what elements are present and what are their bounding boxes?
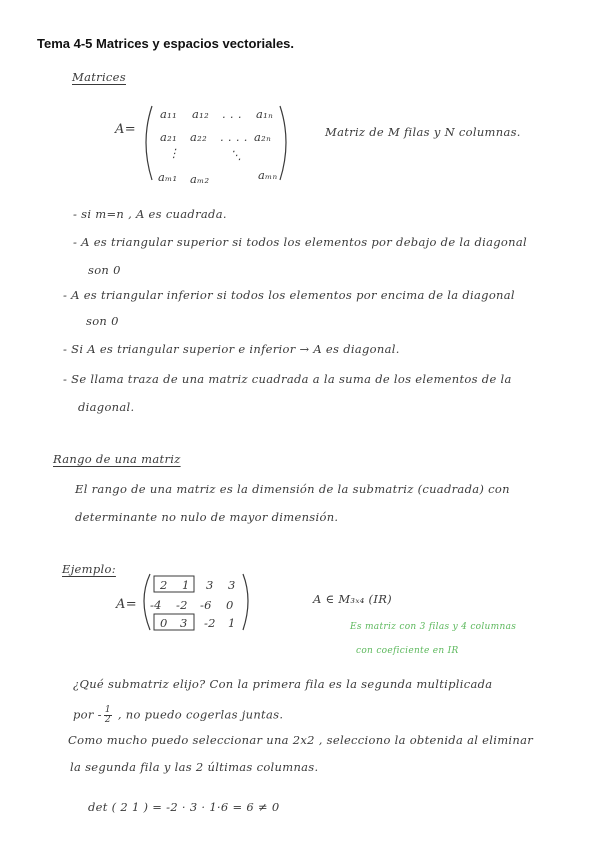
fraction-suffix: , no puedo cogerlas juntas. [117, 707, 284, 722]
bullet-upper-triangular-cont: son 0 [88, 263, 121, 277]
green-note-1: Es matriz con 3 filas y 4 columnas [350, 622, 517, 632]
bullet-square: - si m=n , A es cuadrada. [73, 207, 227, 221]
fraction-sign: - [97, 707, 102, 722]
matrix-left-bracket [146, 106, 152, 180]
fraction-prefix: por [73, 707, 94, 722]
question-line: ¿Qué submatriz elijo? Con la primera fila es la segunda multiplicada [73, 677, 493, 691]
ex-cell-r3c4: 1 [228, 616, 236, 630]
bullet-diagonal: - Si A es triangular superior e inferior → A es diagonal. [63, 342, 400, 356]
first-row-box [154, 576, 194, 592]
bullet-upper-triangular: - A es triangular superior si todos los elementos por debajo de la diagonal [73, 235, 527, 249]
example-right-bracket [243, 574, 248, 630]
ex-cell-r1c4: 3 [228, 578, 236, 592]
ex-cell-r3c3: -2 [204, 616, 216, 630]
determinant-line: det ( 2 1 ) = -2 · 3 · 1·6 = 6 ≠ 0 [88, 800, 280, 814]
matrix-a-label: A= [115, 122, 136, 137]
example-matrix-label: A= [116, 597, 137, 612]
rango-line-1: El rango de una matriz es la dimensión de la submatriz (cuadrada) con [75, 482, 510, 496]
ex-cell-r1c2: 1 [182, 578, 190, 592]
bullet-trace-cont: diagonal. [78, 400, 135, 414]
cell-a2n: a₂ₙ [254, 130, 272, 144]
cell-a1n: a₁ₙ [256, 107, 274, 121]
ex-cell-r1c1: 2 [160, 578, 168, 592]
matrices-heading: Matrices [72, 70, 126, 84]
page-title: Tema 4-5 Matrices y espacios vectoriales. [37, 36, 295, 51]
diagonal-dots: ⋱ [230, 148, 242, 162]
fraction-numerator: 1 [104, 705, 111, 715]
bullet-trace: - Se llama traza de una matriz cuadrada a la suma de los elementos de la [63, 372, 512, 386]
cell-a12: a₁₂ [192, 107, 209, 121]
row1-dots: . . . [222, 107, 242, 121]
rango-heading: Rango de una matriz [53, 452, 181, 466]
matrix-right-bracket [280, 106, 286, 180]
ex-cell-r2c1: -4 [150, 598, 162, 612]
ejemplo-heading: Ejemplo: [62, 562, 116, 576]
ex-cell-r1c3: 3 [206, 578, 214, 592]
row2-dots: . . . . [220, 130, 248, 144]
fraction-denominator: 2 [104, 715, 111, 725]
cell-a11: a₁₁ [160, 107, 177, 121]
bullet-lower-triangular: - A es triangular inferior si todos los elementos por encima de la diagonal [63, 288, 515, 302]
ex-cell-r2c2: -2 [176, 598, 188, 612]
example-left-bracket [144, 574, 150, 630]
rango-line-2: determinante no nulo de mayor dimensión. [75, 510, 339, 524]
cell-am1: aₘ₁ [158, 170, 178, 184]
third-row-box [154, 614, 194, 630]
cell-a21: a₂₁ [160, 130, 177, 144]
green-note-2: con coeficiente en IR [356, 646, 459, 656]
cell-a22: a₂₂ [190, 130, 207, 144]
membership-note: A ∈ M₃ₓ₄ (IR) [313, 592, 392, 606]
ex-cell-r2c3: -6 [200, 598, 212, 612]
cell-amn: aₘₙ [258, 168, 278, 182]
cell-am2: aₘ₂ [190, 172, 210, 186]
ex-cell-r3c1: 0 [160, 616, 168, 630]
ex-cell-r2c4: 0 [226, 598, 234, 612]
selection-line-cont: la segunda fila y las 2 últimas columnas. [70, 760, 319, 774]
vertical-dots: ⋮ [168, 146, 180, 160]
bullet-lower-triangular-cont: son 0 [86, 314, 119, 328]
matrix-description: Matriz de M filas y N columnas. [325, 125, 521, 139]
ex-cell-r3c2: 3 [180, 616, 188, 630]
selection-line: Como mucho puedo seleccionar una 2x2 , selecciono la obtenida al eliminar [68, 733, 534, 747]
